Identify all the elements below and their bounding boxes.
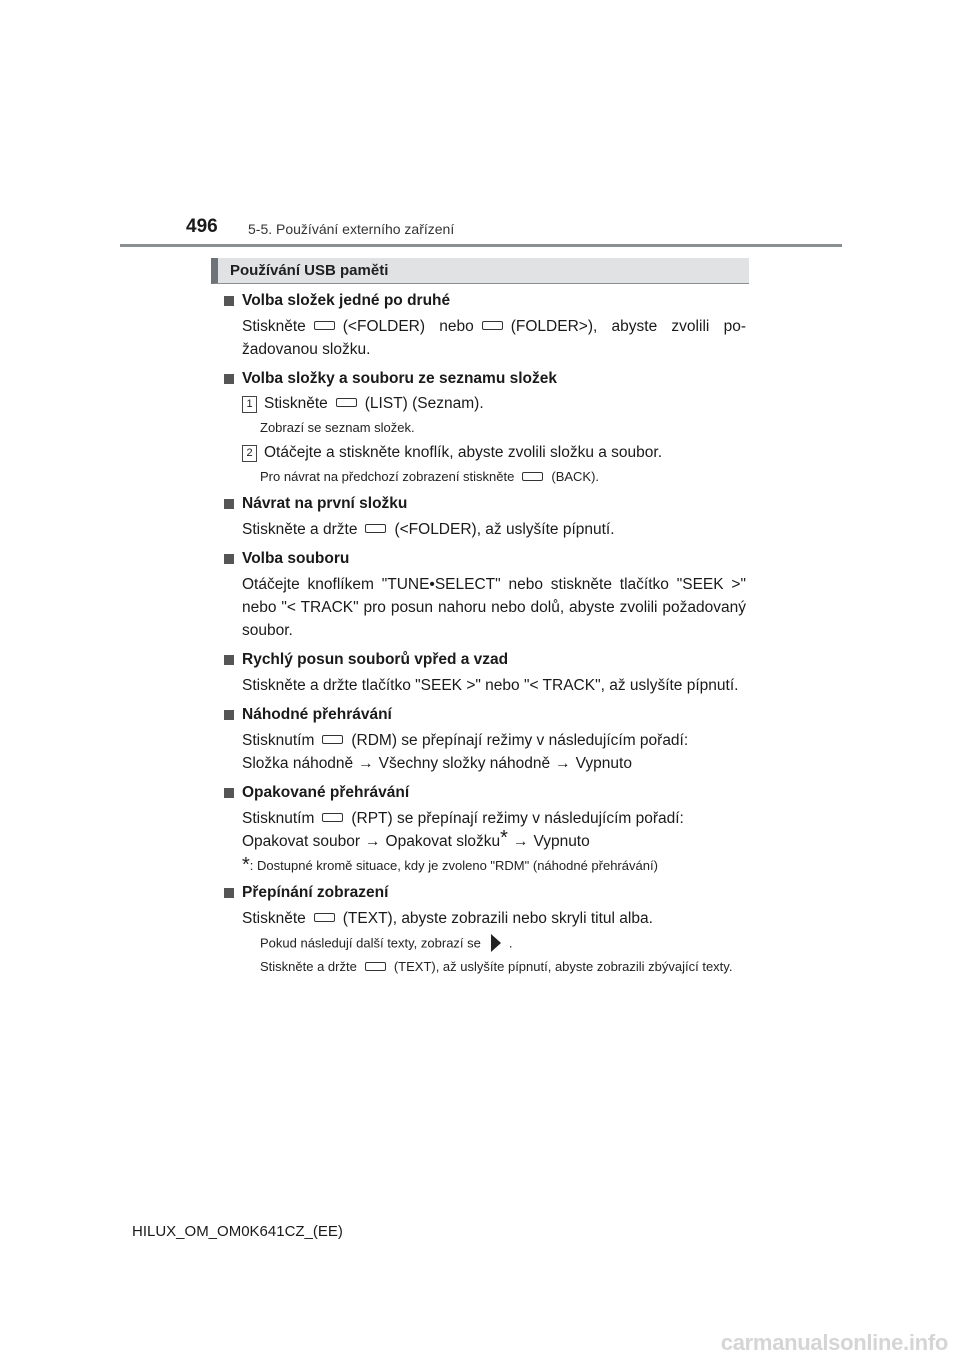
item-title: Volba složek jedné po druhé xyxy=(242,292,451,309)
bullet-square-icon xyxy=(224,296,234,306)
item-list xyxy=(224,368,746,486)
item-title: Návrat na první složku xyxy=(242,495,408,512)
arrow-right-icon: → xyxy=(555,755,571,772)
step-number: 2 xyxy=(242,445,257,462)
item-file xyxy=(224,548,746,642)
button-icon xyxy=(314,913,335,922)
item-title: Náhodné přehrávání xyxy=(242,706,392,723)
item-folders xyxy=(224,290,746,361)
watermark: carmanualsonline.info xyxy=(720,1330,948,1355)
step-2: 2 Otáčejte a stiskněte knoflík, abyste zvolili složku a soubor. xyxy=(242,441,746,464)
paragraph: Stiskněte (<FOLDER) nebo (FOLDER>), abyste zvolili požadovanou složku. xyxy=(242,318,746,358)
bullet-square-icon xyxy=(224,710,234,720)
note: Zobrazí se seznam složek. xyxy=(260,420,415,435)
triangle-right-icon xyxy=(491,934,501,952)
button-icon xyxy=(322,813,343,822)
paragraph: Stiskněte a držte (<FOLDER), až uslyšíte pípnutí. xyxy=(242,521,615,538)
item-title: Volba souboru xyxy=(242,550,350,567)
item-title: Volba složky a souboru ze seznamu složek xyxy=(242,370,557,387)
bullet-square-icon xyxy=(224,655,234,665)
button-icon xyxy=(314,321,335,330)
paragraph: Stiskněte a držte tlačítko "SEEK >" nebo "< TRACK", až uslyšíte pípnutí. xyxy=(242,677,739,694)
note: Pokud následují další texty, zobrazí se . xyxy=(260,935,513,951)
paragraph: Otáčejte knoflíkem "TUNE•SELECT" nebo stiskněte tlačítko "SEEK >" nebo "< TRACK" pro posun nahoru nebo dolů, abyste zvolili požadovaný soubor. xyxy=(242,576,746,639)
chapter-title: 5-5. Používání externího zařízení xyxy=(248,221,455,237)
item-title: Rychlý posun souborů vpřed a vzad xyxy=(242,651,509,668)
paragraph: Stisknutím (RPT) se přepínají režimy v následujícím pořadí: Opakovat soubor → Opakovat složku* → Vypnuto xyxy=(242,810,684,850)
step-number: 1 xyxy=(242,396,257,413)
note: Stiskněte a držte (TEXT), až uslyšíte pípnutí, abyste zobrazili zbývající texty. xyxy=(260,959,733,974)
arrow-right-icon: → xyxy=(358,755,374,772)
bullet-square-icon xyxy=(224,788,234,798)
section-heading xyxy=(211,258,749,284)
item-display xyxy=(224,882,746,976)
button-icon xyxy=(522,472,543,481)
item-repeat xyxy=(224,782,746,875)
step-1: 1 Stiskněte (LIST) (Seznam). xyxy=(242,392,746,415)
button-icon xyxy=(365,524,386,533)
section-title: Používání USB paměti xyxy=(230,262,389,279)
item-first-folder xyxy=(224,493,746,541)
item-fast xyxy=(224,649,746,697)
arrow-right-icon: → xyxy=(512,833,529,850)
footnote: *: Dostupné kromě situace, kdy je zvoleno "RDM" (náhodné přehrávání) xyxy=(242,854,658,876)
button-icon xyxy=(322,735,343,744)
bullet-square-icon xyxy=(224,374,234,384)
bullet-square-icon xyxy=(224,554,234,564)
paragraph: Stiskněte (TEXT), abyste zobrazili nebo skryli titul alba. xyxy=(242,910,653,927)
header-rule xyxy=(120,244,842,247)
note: Pro návrat na předchozí zobrazení stiskněte (BACK). xyxy=(260,469,600,484)
item-title: Opakované přehrávání xyxy=(242,784,410,801)
page-number: 496 xyxy=(186,216,218,237)
button-icon xyxy=(482,321,503,330)
document-id: HILUX_OM_OM0K641CZ_(EE) xyxy=(132,1223,343,1240)
item-random xyxy=(224,704,746,775)
button-icon xyxy=(365,962,386,971)
bullet-square-icon xyxy=(224,888,234,898)
bullet-square-icon xyxy=(224,499,234,509)
content xyxy=(224,290,746,983)
item-title: Přepínání zobrazení xyxy=(242,884,389,901)
arrow-right-icon: → xyxy=(365,833,381,850)
paragraph: Stisknutím (RDM) se přepínají režimy v následujícím pořadí: Složka náhodně → Všechny složky náhodně → Vypnuto xyxy=(242,732,689,772)
footnote-star: * xyxy=(500,827,508,849)
button-icon xyxy=(336,398,357,407)
